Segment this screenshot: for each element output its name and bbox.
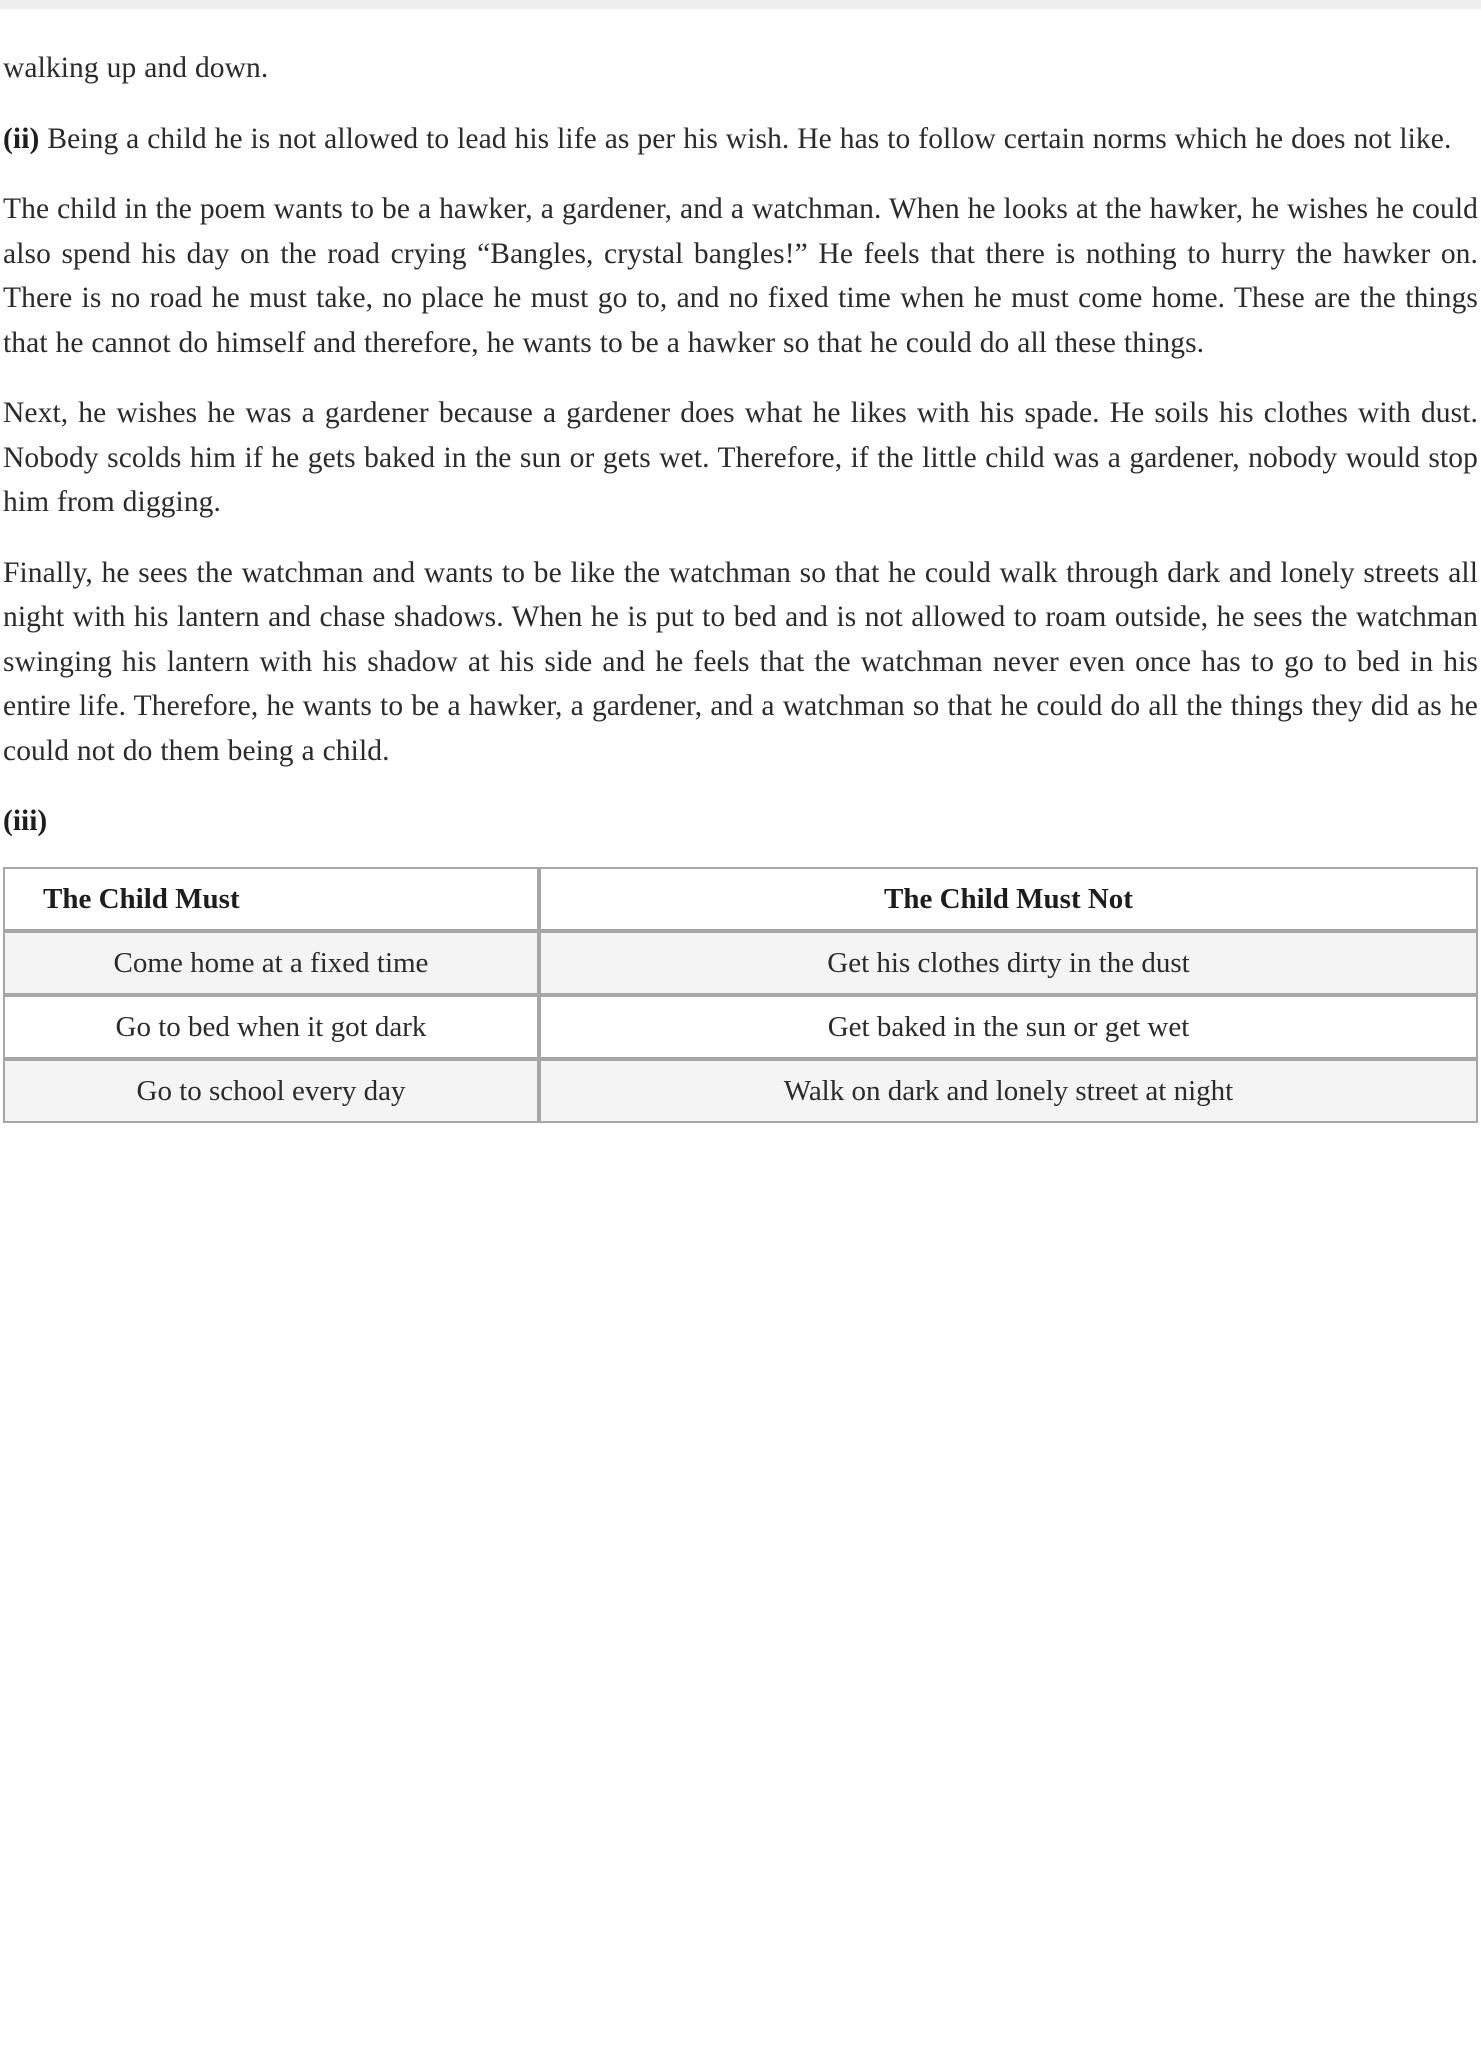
paragraph-gardener-text: Next, he wishes he was a gardener because a gardener does what he likes with his spade. He soils his clothes with dust. Nobody scolds him if he gets baked in the sun or gets wet. Therefore, if the little child was a gardener, nobody would stop him from digging. bbox=[3, 397, 1478, 518]
table-cell-must-not: Walk on dark and lonely street at night bbox=[539, 1059, 1478, 1123]
paragraph-gardener bbox=[3, 391, 1478, 525]
section-marker-iii: (iii) bbox=[3, 805, 48, 837]
table-cell-must-not: Get his clothes dirty in the dust bbox=[539, 931, 1478, 995]
paragraph-watchman-text: Finally, he sees the watchman and wants to be like the watchman so that he could walk through dark and lonely streets all night with his lantern and chase shadows. When he is put to bed and is not allowed to roam outside, he sees the watchman swinging his lantern with his shadow at his side and he feels that the watchman never even once has to go to bed in his entire life. Therefore, he wants to be a hawker, a gardener, and a watchman so that he could do all the things they did as he could not do them being a child. bbox=[3, 556, 1478, 767]
paragraph-watchman bbox=[3, 551, 1478, 774]
table-cell-must: Come home at a fixed time bbox=[3, 931, 539, 995]
table-row bbox=[3, 1059, 1478, 1123]
table-cell-must: Go to school every day bbox=[3, 1059, 539, 1123]
table-cell-must-not: Get baked in the sun or get wet bbox=[539, 995, 1478, 1059]
table-row bbox=[3, 931, 1478, 995]
paragraph-ii-text: Being a child he is not allowed to lead his life as per his wish. He has to follow certain norms which he does not like. bbox=[39, 122, 1452, 155]
page-top-band bbox=[0, 0, 1481, 9]
paragraph-continued bbox=[3, 46, 1478, 91]
table-cell-must: Go to bed when it got dark bbox=[3, 995, 539, 1059]
table-header-child-must-not: The Child Must Not bbox=[539, 867, 1478, 931]
paragraph-ii-marker: (ii) bbox=[3, 122, 40, 155]
paragraph-hawker-text: The child in the poem wants to be a hawker, a gardener, and a watchman. When he looks at the hawker, he wishes he could also spend his day on the road crying “Bangles, crystal bangles!” He feels that there is nothing to hurry the hawker on. There is no road he must take, no place he must go to, and no fixed time when he must come home. These are the things that he cannot do himself and therefore, he wants to be a hawker so that he could do all these things. bbox=[3, 193, 1478, 359]
paragraph-continued-text: walking up and down. bbox=[3, 52, 269, 84]
table-header-row bbox=[3, 867, 1478, 931]
table-body bbox=[3, 931, 1478, 1123]
table-head bbox=[3, 867, 1478, 931]
table-header-child-must: The Child Must bbox=[3, 867, 539, 931]
paragraph-ii bbox=[3, 117, 1478, 162]
paragraph-hawker bbox=[3, 187, 1478, 365]
document-content bbox=[2, 0, 1479, 1123]
table-row bbox=[3, 995, 1478, 1059]
child-must-table bbox=[3, 867, 1478, 1123]
